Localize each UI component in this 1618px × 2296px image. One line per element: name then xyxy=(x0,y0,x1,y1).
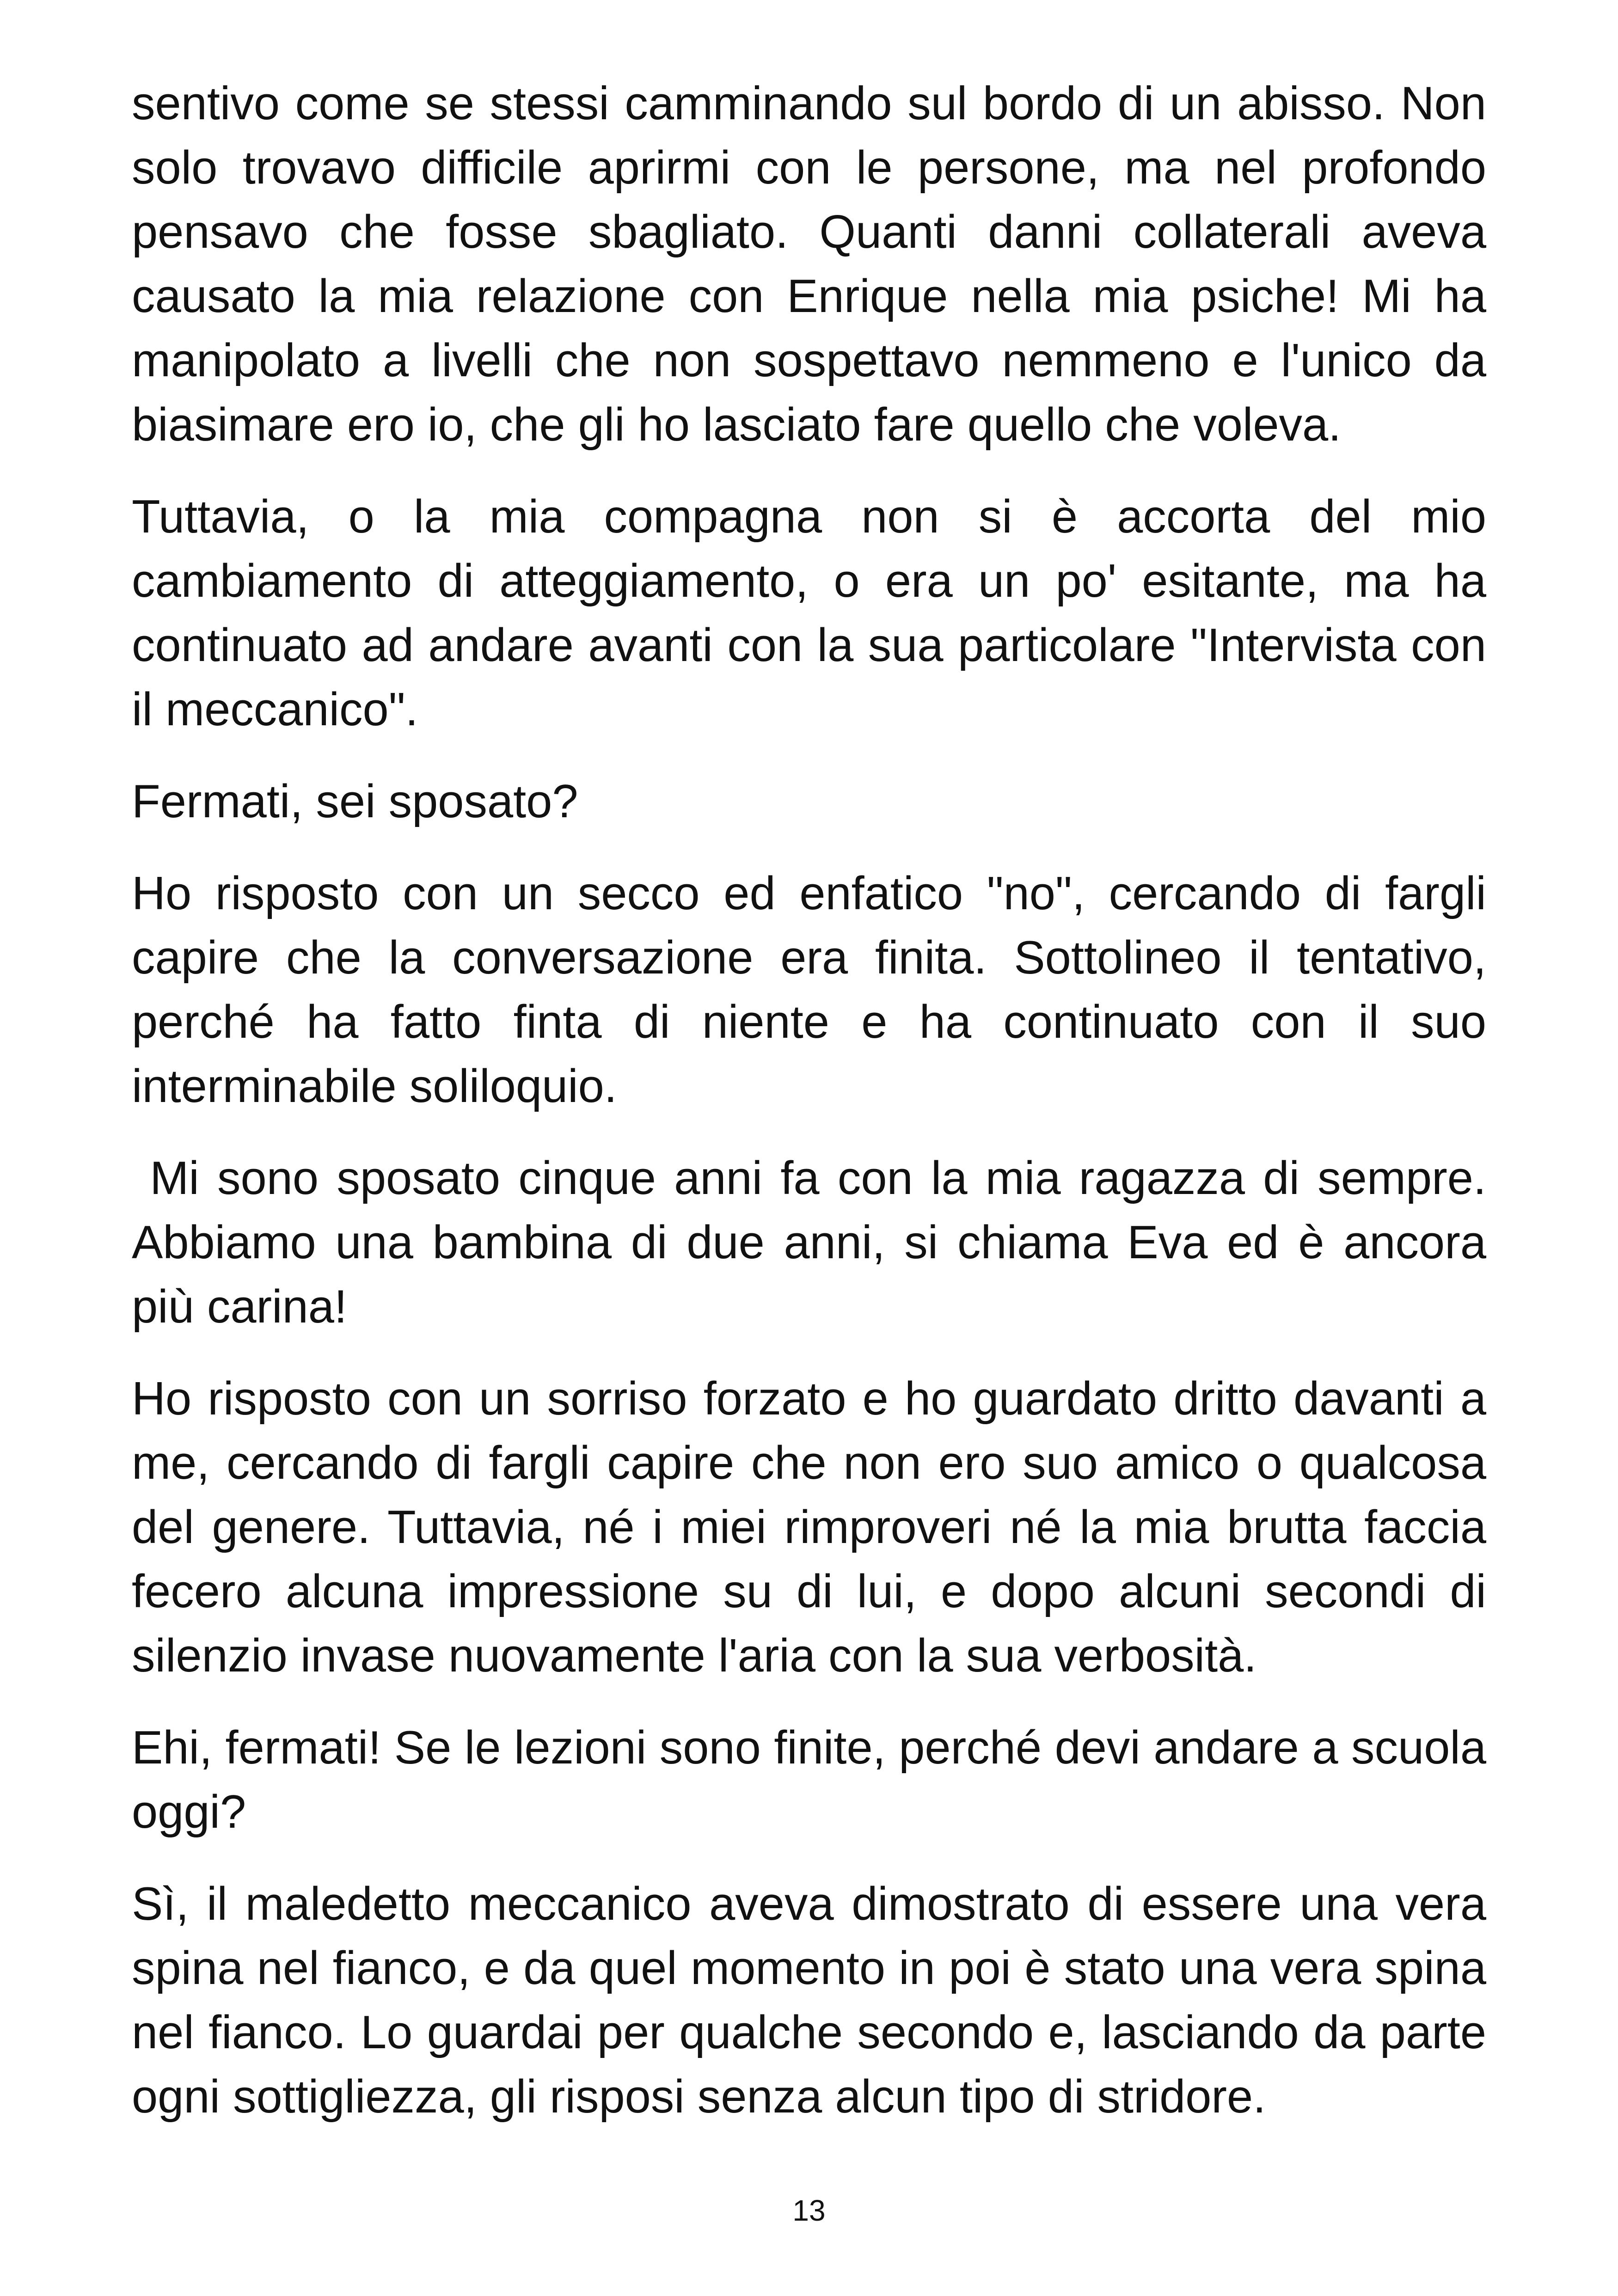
page-number: 13 xyxy=(792,2194,826,2227)
paragraph: Ho risposto con un secco ed enfatico "no", cercando di fargli capire che la conversazione era finita. Sottolineo il tentativo, perché ha fatto finta di niente e ha continuato con il suo interminabile soliloquio. xyxy=(132,868,1486,1112)
paragraph: Ho risposto con un sorriso forzato e ho guardato dritto davanti a me, cercando di fargli capire che non ero suo amico o qualcosa del genere. Tuttavia, né i miei rimproveri né la mia brutta faccia fecero alcuna impressione su di lui, e dopo alcuni secondi di silenzio invase nuovamente l'aria con la sua verbosità. xyxy=(132,1373,1486,1682)
paragraph: Sì, il maledetto meccanico aveva dimostrato di essere una vera spina nel fianco, e da quel momento in poi è stato una vera spina nel fianco. Lo guardai per qualche secondo e, lasciando da parte ogni sottigliezza, gli risposi senza alcun tipo di stridore. xyxy=(132,1878,1486,2123)
paragraph: Fermati, sei sposato? xyxy=(132,776,578,827)
body-text xyxy=(132,72,1500,2157)
paragraph: Mi sono sposato cinque anni fa con la mia ragazza di sempre. Abbiamo una bambina di due anni, si chiama Eva ed è ancora più carina! xyxy=(132,1152,1500,1333)
paragraph: sentivo come se stessi camminando sul bordo di un abisso. Non solo trovavo difficile aprirmi con le persone, ma nel profondo pensavo che fosse sbagliato. Quanti danni collaterali aveva causato la mia relazione con Enrique nella mia psiche! Mi ha manipolato a livelli che non sospettavo nemmeno e l'unico da biasimare ero io, che gli ho lasciato fare quello che voleva. xyxy=(132,78,1486,451)
paragraph: Tuttavia, o la mia compagna non si è accorta del mio cambiamento di atteggiamento, o era un po' esitante, ma ha continuato ad andare avanti con la sua particolare "Intervista con il meccanico". xyxy=(132,491,1486,735)
paragraph: Ehi, fermati! Se le lezioni sono finite, perché devi andare a scuola oggi? xyxy=(132,1722,1486,1838)
